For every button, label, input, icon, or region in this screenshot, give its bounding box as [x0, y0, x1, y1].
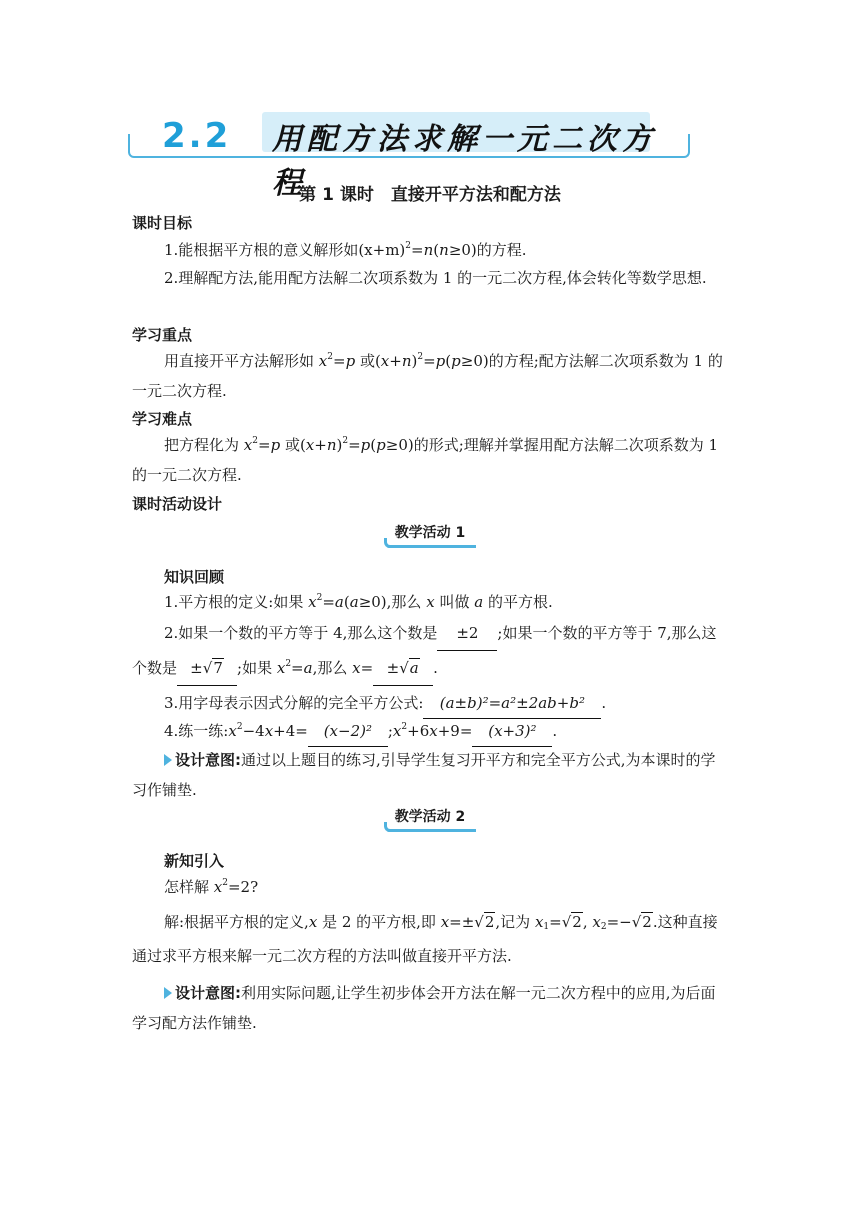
difficulty-heading: 学习难点: [132, 410, 193, 428]
design-intent-1: 设计意图:通过以上题目的练习,引导学生复习开平方和完全平方公式,为本课时的学习作铺垫.: [132, 751, 716, 799]
goal-item-2: 2.理解配方法,能用配方法解二次项系数为 1 的一元二次方程,体会转化等数学思想.: [164, 269, 707, 287]
review-q3: 3.用字母表示因式分解的完全平方公式: (a±b)²=a²±2ab+b² .: [132, 688, 730, 719]
review-heading: 知识回顾: [164, 568, 225, 586]
review-q1: 1.平方根的定义:如果 $x^2=a(a\ge 0)$,那么 x 叫做 a 的平方根.: [164, 593, 553, 611]
activity-2-label: [384, 806, 476, 832]
activity-underline-curve: [384, 822, 390, 832]
activity-1-label: [384, 522, 476, 548]
review-q4: 4.练一练$:x^2-4x+4= (x-2)^2$ $;x^2+6x+9= (x+3)^2$ .: [132, 716, 730, 747]
triangle-marker-icon: [164, 754, 172, 766]
review-q2: 2.如果一个数的平方等于 4,那么这个数是 ±2 ;如果一个数的平方等于 7,那么这个数是 ±√7 ;如果 $x^2=a$,那么 x= ±√a .: [132, 616, 730, 686]
triangle-marker-icon: [164, 987, 172, 999]
activity-underline: [386, 545, 476, 548]
difficulty-text: 把方程化为 $x^2=p$ 或$(x+n)^2=p(p\ge 0)$的形式;理解并掌握用配方法解二次项系数为 1 的一元二次方程.: [132, 436, 719, 484]
key-heading: 学习重点: [132, 326, 193, 344]
answer-blank-4: (a±b)²=a²±2ab+b²: [423, 688, 601, 719]
intro-question: 怎样解 $x^2=2$?: [164, 878, 259, 896]
activity-underline-curve: [384, 538, 390, 548]
activity-underline: [386, 829, 476, 832]
answer-blank-6: (x+3)²: [472, 716, 552, 747]
answer-blank-5: (x−2)²: [308, 716, 388, 747]
answer-blank-2: ±√7: [177, 651, 237, 686]
lesson-title: 第 1 课时 直接开平方法和配方法: [299, 185, 561, 205]
activity-1-text: 教学活动 1: [394, 525, 466, 541]
intro-heading: 新知引入: [164, 852, 225, 870]
goals-heading: 课时目标: [132, 214, 193, 232]
section-title: 用配方法求解一元二次方程: [272, 122, 657, 201]
answer-blank-3: ±√a: [373, 651, 433, 686]
design-intent-2: 设计意图:利用实际问题,让学生初步体会开方法在解一元二次方程中的应用,为后面学习配方法作铺垫.: [132, 984, 716, 1032]
key-text: 用直接开平方法解形如 $x^2=p$ 或$(x+n)^2=p(p\ge 0)$的方程;配方法解二次项系数为 1 的一元二次方程.: [132, 352, 723, 400]
section-number: 2.2: [156, 116, 237, 156]
intro-solution: 解:根据平方根的定义,x 是 2 的平方根,即 x=±√2,记为 $x_1=√2$, $x_2=-√2$.这种直接通过求平方根来解一元二次方程的方法叫做直接开平方法.: [132, 913, 718, 965]
answer-blank-1: ±2: [437, 616, 497, 651]
design-heading: 课时活动设计: [132, 495, 223, 513]
goal-item-1: 1.能根据平方根的意义解形如$(x+m)^2=n(n\ge 0)$的方程.: [164, 241, 527, 259]
activity-2-text: 教学活动 2: [394, 809, 466, 825]
